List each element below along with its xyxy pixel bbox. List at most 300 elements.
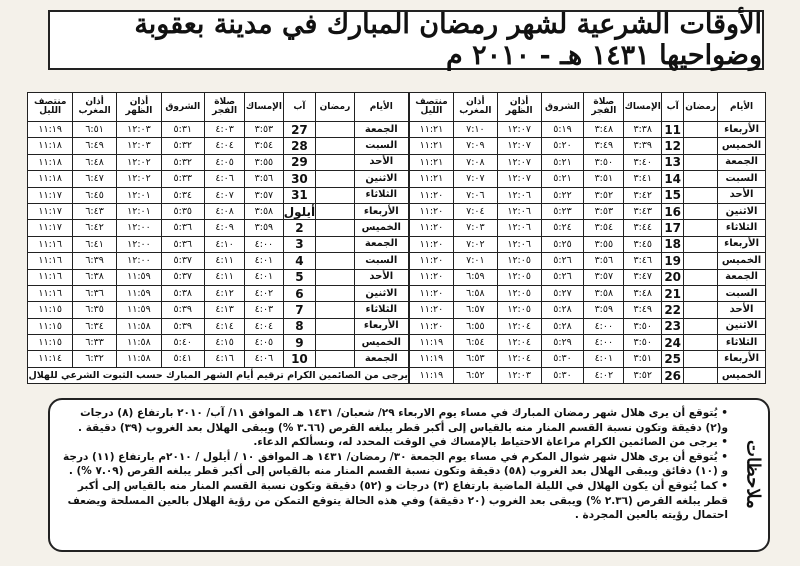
cell-maghrib: ٧:٠٤ — [453, 203, 497, 219]
cell-fajr: ٤:٠٤ — [204, 138, 244, 154]
header-ramadan: رمضان — [684, 93, 718, 122]
header-dhuhr: أذان الظهر — [117, 93, 161, 122]
cell-imsak: ٣:٥٦ — [245, 171, 283, 187]
cell-aug: 14 — [662, 171, 684, 187]
cell-sunrise: ٥:٢٥ — [541, 236, 584, 252]
cell-ramadan — [316, 285, 354, 301]
cell-fajr: ٣:٤٩ — [584, 138, 624, 154]
cell-imsak: ٣:٥٥ — [245, 154, 283, 170]
cell-day: الجمعة — [354, 236, 408, 252]
cell-midnight: ١١:٢١ — [410, 138, 454, 154]
cell-fajr: ٣:٥٨ — [584, 285, 624, 301]
cell-maghrib: ٦:٣٩ — [72, 253, 116, 269]
cell-ramadan — [316, 351, 354, 367]
table-row — [410, 203, 766, 219]
cell-aug: 18 — [662, 236, 684, 252]
cell-sunrise: ٥:٣٦ — [161, 236, 204, 252]
cell-dhuhr: ١٢:٠٥ — [497, 253, 541, 269]
cell-aug: 12 — [662, 138, 684, 154]
cell-maghrib: ٧:٠٦ — [453, 187, 497, 203]
notes-box — [48, 398, 770, 552]
table-row — [410, 269, 766, 285]
cell-dhuhr: ١٢:٠١ — [117, 187, 161, 203]
cell-aug: 21 — [662, 285, 684, 301]
cell-sunrise: ٥:٢١ — [541, 154, 584, 170]
cell-ramadan — [684, 285, 718, 301]
header-fajr: صلاة الفجر — [584, 93, 624, 122]
prayer-times-tables — [28, 92, 766, 388]
cell-day: الثلاثاء — [354, 187, 408, 203]
table-row — [28, 203, 409, 219]
cell-imsak: ٤:٠٤ — [245, 318, 283, 334]
cell-aug: 28 — [283, 138, 316, 154]
cell-midnight: ١١:١٥ — [28, 318, 72, 334]
cell-imsak: ٣:٣٩ — [624, 138, 662, 154]
cell-midnight: ١١:١٥ — [28, 335, 72, 351]
cell-fajr: ٤:١١ — [204, 269, 244, 285]
cell-day: السبت — [354, 138, 408, 154]
table-row — [410, 253, 766, 269]
cell-sunrise: ٥:٣٢ — [161, 154, 204, 170]
cell-aug: 22 — [662, 302, 684, 318]
page — [8, 6, 794, 560]
cell-day: الاثنين — [354, 171, 408, 187]
cell-dhuhr: ١٢:٠٢ — [117, 154, 161, 170]
prayer-table-left — [27, 92, 409, 384]
cell-day: الأربعاء — [354, 203, 408, 219]
cell-aug: 20 — [662, 269, 684, 285]
table-row — [28, 236, 409, 252]
cell-midnight: ١١:٢٠ — [410, 302, 454, 318]
cell-imsak: ٣:٤٣ — [624, 203, 662, 219]
cell-imsak: ٣:٤٨ — [624, 285, 662, 301]
cell-aug: 23 — [662, 318, 684, 334]
cell-imsak: ٤:٠٥ — [245, 335, 283, 351]
cell-midnight: ١١:٢١ — [410, 122, 454, 138]
table-row — [28, 171, 409, 187]
cell-maghrib: ٦:٥٩ — [453, 269, 497, 285]
cell-sunrise: ٥:٣٩ — [161, 318, 204, 334]
cell-ramadan — [684, 171, 718, 187]
cell-dhuhr: ١٢:٠٧ — [497, 138, 541, 154]
cell-maghrib: ٦:٥١ — [72, 122, 116, 138]
cell-imsak: ٤:٠١ — [245, 269, 283, 285]
cell-imsak: ٣:٤٦ — [624, 253, 662, 269]
note-item: • يُتوقع أن يرى هلال شهر رمضان المبارك في مساء يوم الاربعاء ٢٩/ شعبان/ ١٤٣١ هـ الموافق ١١/ آب/ ٢٠١٠ بارتفاع (٨) درجات و(٢) دقيقة وتكون نسبة القسم المنار منه بالقياس إلى أكبر قطر يبلغه القرص (٣.٦٦ %) ويبقى الهلال بعد الغروب (٣٩) دقيقة . — [78, 407, 728, 434]
cell-day: الجمعة — [718, 269, 766, 285]
cell-dhuhr: ١١:٥٨ — [117, 335, 161, 351]
table-row — [410, 302, 766, 318]
cell-aug: 27 — [283, 122, 316, 138]
cell-midnight: ١١:١٦ — [28, 285, 72, 301]
cell-sunrise: ٥:٤١ — [161, 351, 204, 367]
table-row — [410, 367, 766, 383]
cell-aug: 26 — [662, 367, 684, 383]
cell-fajr: ٤:٠١ — [584, 351, 624, 367]
cell-fajr: ٤:١١ — [204, 253, 244, 269]
table-row — [410, 187, 766, 203]
cell-sunrise: ٥:٣٠ — [541, 367, 584, 383]
cell-midnight: ١١:١٧ — [28, 187, 72, 203]
cell-ramadan — [316, 220, 354, 236]
cell-maghrib: ٧:٠٨ — [453, 154, 497, 170]
cell-sunrise: ٥:٢٩ — [541, 335, 584, 351]
cell-ramadan — [684, 203, 718, 219]
cell-fajr: ٤:٠٧ — [204, 187, 244, 203]
cell-maghrib: ٦:٥٢ — [453, 367, 497, 383]
cell-aug: 8 — [283, 318, 316, 334]
cell-maghrib: ٦:٣٢ — [72, 351, 116, 367]
cell-midnight: ١١:١٦ — [28, 236, 72, 252]
cell-midnight: ١١:٢٠ — [410, 269, 454, 285]
cell-maghrib: ٦:٥٨ — [453, 285, 497, 301]
table-row — [28, 335, 409, 351]
cell-midnight: ١١:٢١ — [410, 154, 454, 170]
cell-maghrib: ٦:٤١ — [72, 236, 116, 252]
header-aug: آب — [283, 93, 316, 122]
cell-day: الأربعاء — [718, 351, 766, 367]
cell-sunrise: ٥:٢٢ — [541, 187, 584, 203]
table-row — [28, 122, 409, 138]
cell-midnight: ١١:١٩ — [410, 351, 454, 367]
cell-imsak: ٣:٤٥ — [624, 236, 662, 252]
notes-body — [60, 406, 728, 544]
cell-ramadan — [316, 253, 354, 269]
table-row — [410, 122, 766, 138]
header-maghrib: أذان المغرب — [453, 93, 497, 122]
cell-midnight: ١١:١٨ — [28, 138, 72, 154]
cell-aug: 2 — [283, 220, 316, 236]
cell-fajr: ٣:٥٩ — [584, 302, 624, 318]
cell-dhuhr: ١٢:٠٦ — [497, 220, 541, 236]
cell-dhuhr: ١٢:٠٤ — [497, 318, 541, 334]
cell-ramadan — [684, 367, 718, 383]
cell-sunrise: ٥:٣٨ — [161, 285, 204, 301]
cell-maghrib: ٦:٣٥ — [72, 302, 116, 318]
cell-imsak: ٣:٤٠ — [624, 154, 662, 170]
cell-sunrise: ٥:١٩ — [541, 122, 584, 138]
cell-day: الأربعاء — [354, 318, 408, 334]
cell-aug: 29 — [283, 154, 316, 170]
table-row — [28, 138, 409, 154]
cell-ramadan — [316, 122, 354, 138]
cell-day: السبت — [354, 253, 408, 269]
cell-midnight: ١١:١٦ — [28, 269, 72, 285]
cell-fajr: ٤:٠٥ — [204, 154, 244, 170]
cell-day: الجمعة — [718, 154, 766, 170]
cell-ramadan — [684, 122, 718, 138]
cell-midnight: ١١:٢١ — [410, 171, 454, 187]
cell-ramadan — [684, 220, 718, 236]
cell-ramadan — [684, 253, 718, 269]
cell-imsak: ٤:٠١ — [245, 253, 283, 269]
cell-sunrise: ٥:٢١ — [541, 171, 584, 187]
cell-ramadan — [316, 236, 354, 252]
table-row — [410, 318, 766, 334]
cell-aug: 4 — [283, 253, 316, 269]
header-aug: آب — [662, 93, 684, 122]
cell-dhuhr: ١٢:٠٤ — [497, 351, 541, 367]
cell-dhuhr: ١٢:٠٧ — [497, 154, 541, 170]
cell-fajr: ٤:١٤ — [204, 318, 244, 334]
cell-sunrise: ٥:٣٢ — [161, 138, 204, 154]
table-row — [28, 285, 409, 301]
cell-dhuhr: ١١:٥٨ — [117, 318, 161, 334]
cell-day: الاثنين — [718, 318, 766, 334]
cell-sunrise: ٥:٢٨ — [541, 318, 584, 334]
cell-midnight: ١١:٢٠ — [410, 187, 454, 203]
cell-day: الأربعاء — [718, 236, 766, 252]
cell-fajr: ٣:٥٠ — [584, 154, 624, 170]
cell-dhuhr: ١٢:٠٢ — [117, 171, 161, 187]
cell-ramadan — [684, 318, 718, 334]
table-row — [28, 187, 409, 203]
header-imsak: الإمساك — [624, 93, 662, 122]
header-dhuhr: أذان الظهر — [497, 93, 541, 122]
header-fajr: صلاة الفجر — [204, 93, 244, 122]
cell-aug: 7 — [283, 302, 316, 318]
cell-dhuhr: ١٢:٠٥ — [497, 269, 541, 285]
cell-sunrise: ٥:٣٧ — [161, 269, 204, 285]
cell-day: الخميس — [718, 138, 766, 154]
cell-dhuhr: ١٢:٠٥ — [497, 285, 541, 301]
cell-sunrise: ٥:٣٣ — [161, 171, 204, 187]
cell-dhuhr: ١٢:٠٦ — [497, 236, 541, 252]
cell-day: الجمعة — [354, 351, 408, 367]
header-day: الأيام — [718, 93, 766, 122]
header-sunrise: الشروق — [161, 93, 204, 122]
cell-imsak: ٣:٥٢ — [624, 367, 662, 383]
header-row — [410, 93, 766, 122]
cell-maghrib: ٧:٠٧ — [453, 171, 497, 187]
cell-sunrise: ٥:٣٧ — [161, 253, 204, 269]
cell-midnight: ١١:٢٠ — [410, 236, 454, 252]
page-title: الأوقات الشرعية لشهر رمضان المبارك في مدينة بعقوبة وضواحيها ١٤٣١ هـ - ٢٠١٠ م — [48, 10, 764, 70]
cell-day: الجمعة — [354, 122, 408, 138]
cell-fajr: ٣:٥٤ — [584, 220, 624, 236]
cell-fajr: ٣:٥٧ — [584, 269, 624, 285]
cell-fajr: ٤:١٢ — [204, 285, 244, 301]
cell-day: الأربعاء — [718, 122, 766, 138]
table-row — [28, 154, 409, 170]
cell-maghrib: ٦:٣٨ — [72, 269, 116, 285]
cell-dhuhr: ١٢:٠٣ — [117, 122, 161, 138]
cell-sunrise: ٥:٣٠ — [541, 351, 584, 367]
cell-maghrib: ٦:٣٦ — [72, 285, 116, 301]
cell-dhuhr: ١١:٥٩ — [117, 285, 161, 301]
header-sunrise: الشروق — [541, 93, 584, 122]
cell-midnight: ١١:٢٠ — [410, 253, 454, 269]
cell-ramadan — [316, 187, 354, 203]
header-row — [28, 93, 409, 122]
cell-day: الثلاثاء — [354, 302, 408, 318]
cell-day: الأحد — [718, 187, 766, 203]
cell-ramadan — [316, 335, 354, 351]
header-day: الأيام — [354, 93, 408, 122]
cell-imsak: ٣:٤١ — [624, 171, 662, 187]
cell-maghrib: ٧:٠٢ — [453, 236, 497, 252]
cell-day: الخميس — [718, 253, 766, 269]
cell-day: الثلاثاء — [718, 220, 766, 236]
cell-midnight: ١١:١٩ — [28, 122, 72, 138]
cell-day: الأحد — [354, 154, 408, 170]
cell-aug: 9 — [283, 335, 316, 351]
note-item: • يرجى من الصائمين الكرام مراعاة الاحتياط بالإمساك في الوقت المحدد له، ونسألكم الدعاء. — [253, 436, 728, 449]
cell-fajr: ٣:٥٢ — [584, 187, 624, 203]
cell-dhuhr: ١٢:٠٥ — [497, 302, 541, 318]
cell-midnight: ١١:١٦ — [28, 253, 72, 269]
table-row — [410, 171, 766, 187]
table-row — [28, 253, 409, 269]
cell-sunrise: ٥:٣٦ — [161, 220, 204, 236]
cell-fajr: ٤:٠٣ — [204, 122, 244, 138]
cell-fajr: ٤:٠٠ — [584, 318, 624, 334]
cell-imsak: ٤:٠٠ — [245, 236, 283, 252]
cell-sunrise: ٥:٢٧ — [541, 285, 584, 301]
cell-dhuhr: ١٢:٠٦ — [497, 187, 541, 203]
cell-day: الخميس — [354, 335, 408, 351]
cell-sunrise: ٥:٣٤ — [161, 187, 204, 203]
cell-maghrib: ٦:٤٩ — [72, 138, 116, 154]
cell-aug: 13 — [662, 154, 684, 170]
cell-dhuhr: ١٢:٠٠ — [117, 236, 161, 252]
cell-midnight: ١١:١٨ — [28, 171, 72, 187]
cell-midnight: ١١:١٧ — [28, 203, 72, 219]
cell-imsak: ٣:٥٣ — [245, 122, 283, 138]
cell-day: الخميس — [718, 367, 766, 383]
note-item: • يُتوقع أن يرى هلال شهر شوال المكرم في مساء يوم الجمعة ٣٠/ رمضان/ ١٤٣١ هـ الموافق ١٠ / أيلول / ٢٠١٠م بارتفاع (١١) درجة و (١٠) دقائق ويبقى الهلال بعد الغروب (٥٨) دقيقة وتكون نسبة القسم المنار منه بالقياس إلى أكبر قطر يبلغه القرص (٧.٠٩ %) . — [63, 450, 728, 478]
cell-sunrise: ٥:٢٠ — [541, 138, 584, 154]
cell-fajr: ٤:١٦ — [204, 351, 244, 367]
cell-imsak: ٣:٤٩ — [624, 302, 662, 318]
cell-dhuhr: ١٢:٠٣ — [497, 367, 541, 383]
cell-imsak: ٣:٤٧ — [624, 269, 662, 285]
cell-maghrib: ٦:٤٢ — [72, 220, 116, 236]
cell-fajr: ٣:٥٥ — [584, 236, 624, 252]
cell-sunrise: ٥:٢٦ — [541, 253, 584, 269]
cell-aug: 31 — [283, 187, 316, 203]
cell-midnight: ١١:٢٠ — [410, 318, 454, 334]
cell-maghrib: ٦:٥٤ — [453, 335, 497, 351]
cell-midnight: ١١:٢٠ — [410, 285, 454, 301]
cell-maghrib: ٦:٤٨ — [72, 154, 116, 170]
cell-midnight: ١١:١٧ — [28, 220, 72, 236]
cell-imsak: ٣:٥١ — [624, 351, 662, 367]
footnote-row — [28, 367, 409, 383]
cell-midnight: ١١:١٩ — [410, 367, 454, 383]
prayer-table-right — [409, 92, 766, 384]
cell-dhuhr: ١٢:٠٠ — [117, 220, 161, 236]
cell-ramadan — [684, 187, 718, 203]
cell-fajr: ٣:٤٨ — [584, 122, 624, 138]
cell-maghrib: ٧:٠١ — [453, 253, 497, 269]
cell-fajr: ٤:١٣ — [204, 302, 244, 318]
cell-ramadan — [316, 171, 354, 187]
cell-imsak: ٤:٠٣ — [245, 302, 283, 318]
cell-maghrib: ٧:٠٩ — [453, 138, 497, 154]
cell-ramadan — [316, 302, 354, 318]
cell-aug: 10 — [283, 351, 316, 367]
cell-ramadan — [684, 138, 718, 154]
cell-fajr: ٤:٠٢ — [584, 367, 624, 383]
table-row — [410, 335, 766, 351]
table-row — [28, 220, 409, 236]
cell-imsak: ٣:٥٤ — [245, 138, 283, 154]
table-footnote: يرجى من الصائمين الكرام ترقيم أيام الشهر المبارك حسب الثبوت الشرعي للهلال — [28, 367, 409, 383]
cell-maghrib: ٦:٤٥ — [72, 187, 116, 203]
note-item: • كما يُتوقع أن يكون الهلال في الليلة الماضية بارتفاع (٣) درجات و (٥٢) دقيقة وتكون نسبة القسم المنار منه بالقياس إلى أكبر قطر يبلغه القرص (٢.٣٦ %) ويبقى بعد الغروب (٢٠ دقيقة) وفي هذه الحالة يتوقع التمكن من رؤية الهلال بالعين المسلحة ويضعف احتمال رؤيته بالعين المجردة . — [67, 479, 728, 522]
table-row — [410, 138, 766, 154]
table-row — [28, 318, 409, 334]
cell-fajr: ٤:١٥ — [204, 335, 244, 351]
cell-aug: 11 — [662, 122, 684, 138]
cell-day: الخميس — [354, 220, 408, 236]
cell-day: الأحد — [354, 269, 408, 285]
cell-day: الاثنين — [718, 203, 766, 219]
cell-midnight: ١١:٢٠ — [410, 220, 454, 236]
cell-sunrise: ٥:٤٠ — [161, 335, 204, 351]
cell-dhuhr: ١٢:٠١ — [117, 203, 161, 219]
cell-fajr: ٤:٠٩ — [204, 220, 244, 236]
cell-imsak: ٤:٠٢ — [245, 285, 283, 301]
cell-ramadan — [316, 138, 354, 154]
cell-fajr: ٣:٥١ — [584, 171, 624, 187]
cell-sunrise: ٥:٣٥ — [161, 203, 204, 219]
cell-aug: 15 — [662, 187, 684, 203]
cell-fajr: ٣:٥٣ — [584, 203, 624, 219]
cell-ramadan — [316, 318, 354, 334]
cell-aug: أيلول — [283, 204, 316, 219]
cell-fajr: ٤:٠٠ — [584, 335, 624, 351]
cell-midnight: ١١:١٤ — [28, 351, 72, 367]
cell-maghrib: ٦:٤٧ — [72, 171, 116, 187]
cell-imsak: ٣:٤٤ — [624, 220, 662, 236]
cell-aug: 25 — [662, 351, 684, 367]
header-maghrib: أذان المغرب — [72, 93, 116, 122]
cell-aug: 30 — [283, 171, 316, 187]
cell-aug: 17 — [662, 220, 684, 236]
cell-maghrib: ٧:١٠ — [453, 122, 497, 138]
cell-imsak: ٣:٣٨ — [624, 122, 662, 138]
table-row — [28, 269, 409, 285]
table-row — [410, 220, 766, 236]
cell-maghrib: ٦:٣٤ — [72, 318, 116, 334]
cell-ramadan — [684, 302, 718, 318]
cell-midnight: ١١:٢٠ — [410, 203, 454, 219]
cell-dhuhr: ١٢:٠٤ — [497, 335, 541, 351]
cell-day: الأحد — [718, 302, 766, 318]
cell-maghrib: ٦:٥٥ — [453, 318, 497, 334]
cell-sunrise: ٥:٣٩ — [161, 302, 204, 318]
cell-day: الاثنين — [354, 285, 408, 301]
cell-fajr: ٤:٠٨ — [204, 203, 244, 219]
cell-aug: 19 — [662, 253, 684, 269]
cell-dhuhr: ١٢:٠٧ — [497, 122, 541, 138]
table-row — [410, 285, 766, 301]
cell-aug: 5 — [283, 269, 316, 285]
cell-dhuhr: ١١:٥٨ — [117, 351, 161, 367]
cell-day: السبت — [718, 285, 766, 301]
table-row — [410, 236, 766, 252]
cell-dhuhr: ١١:٥٩ — [117, 302, 161, 318]
cell-dhuhr: ١٢:٠٠ — [117, 253, 161, 269]
cell-day: السبت — [718, 171, 766, 187]
cell-midnight: ١١:١٥ — [28, 302, 72, 318]
cell-imsak: ٣:٤٢ — [624, 187, 662, 203]
cell-dhuhr: ١٢:٠٣ — [117, 138, 161, 154]
cell-dhuhr: ١١:٥٩ — [117, 269, 161, 285]
cell-sunrise: ٥:٢٤ — [541, 220, 584, 236]
